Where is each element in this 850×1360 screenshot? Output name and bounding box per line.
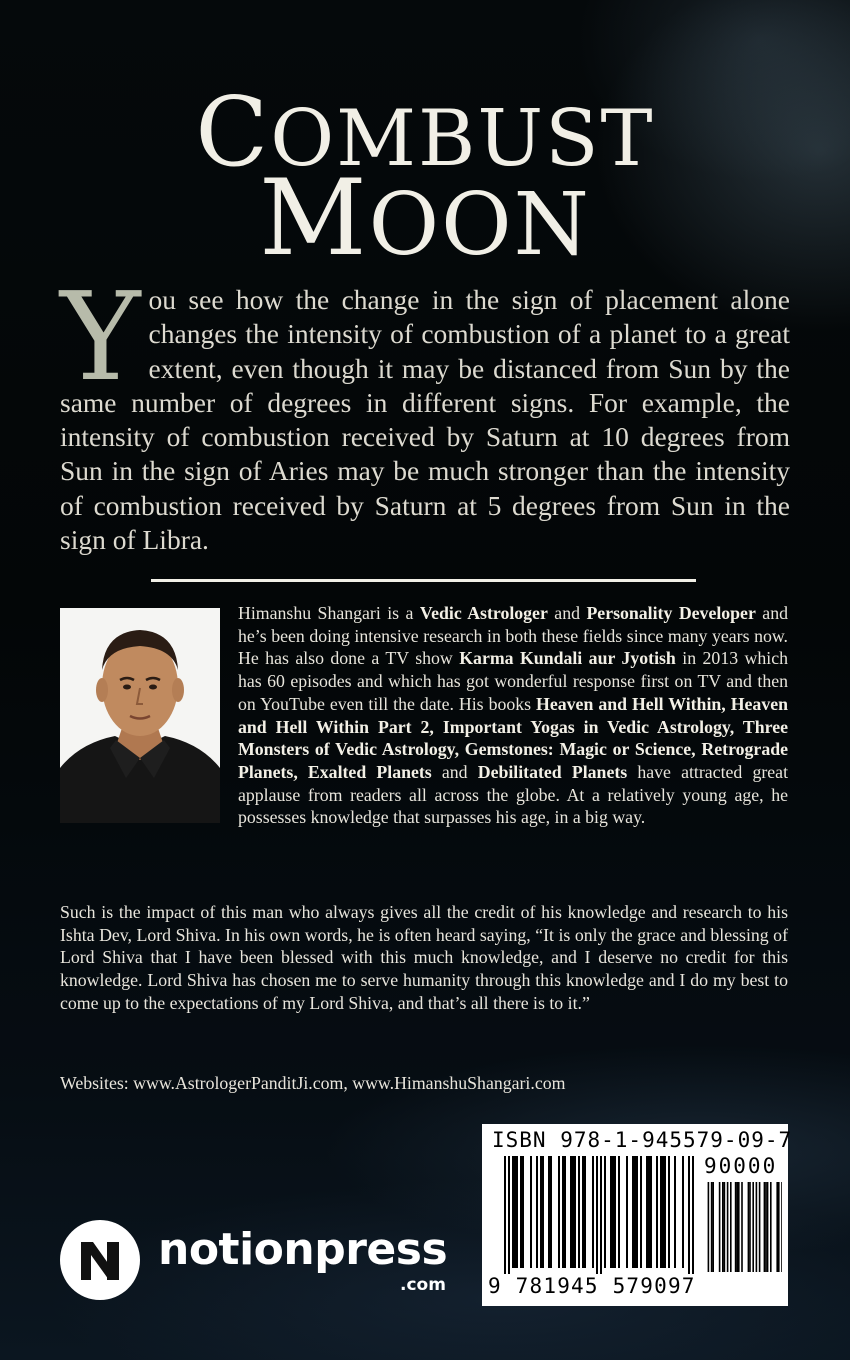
barcode-bar	[522, 1156, 524, 1268]
barcode-bar	[711, 1182, 713, 1272]
blurb-paragraph	[60, 266, 790, 557]
logo-circle	[60, 1220, 140, 1300]
bio-bold-text: Heaven and Hell Within, Heaven and Hell Within Part 2, Important Yogas in Vedic Astrology, Three Monsters of Vedic Astrology, Gemstones: Magic or Science, Retrograde Planets, Exalted Planets	[238, 693, 788, 782]
barcode-bar	[636, 1156, 638, 1268]
barcode-bar	[767, 1182, 769, 1272]
bio-bold-text: Vedic Astrologer	[419, 603, 548, 623]
price-code: 90000	[704, 1154, 778, 1178]
barcode-bar	[708, 1182, 710, 1272]
barcode-bar	[748, 1182, 750, 1272]
barcode-bar	[736, 1182, 738, 1272]
barcode-bar	[604, 1156, 606, 1268]
barcode-bar	[574, 1156, 576, 1268]
barcode-bar	[722, 1182, 724, 1272]
n-logo-icon	[60, 1220, 140, 1300]
bio-text: and	[431, 761, 478, 782]
author-portrait-image	[60, 608, 220, 823]
barcode-bar	[550, 1156, 552, 1268]
barcode-bar	[570, 1156, 572, 1268]
barcode-bar	[765, 1182, 767, 1272]
barcode-bar	[512, 1156, 514, 1268]
barcode-bar	[520, 1156, 522, 1268]
barcode-bar	[662, 1156, 664, 1268]
barcode-bar	[674, 1156, 676, 1268]
barcode-bar	[562, 1156, 564, 1268]
ean-digits: 9 781945 579097	[488, 1274, 696, 1298]
barcode-bar	[584, 1156, 586, 1268]
title-line2-first-letter: M	[259, 157, 369, 279]
barcode-bar	[664, 1156, 666, 1268]
barcode-bar	[781, 1182, 782, 1272]
book-title-line2	[0, 157, 850, 279]
barcode-bar	[514, 1156, 516, 1268]
ean13-barcode-bars	[504, 1156, 700, 1274]
barcode-bar	[719, 1182, 721, 1272]
blurb-text: ou see how the change in the sign of placement alone changes the intensity of combustion of a planet to a great extent, even though it may be distanced from Sun by the same number of degrees in different signs. For example, the intensity of combustion received by Saturn at 10 degrees from Sun in the sign of Aries may be much stronger than the intensity of combustion received by Saturn at 5 degrees from Sun in the sign of Libra.	[60, 284, 790, 556]
barcode-bar	[656, 1156, 658, 1268]
section-divider	[151, 579, 696, 582]
barcode-bar	[752, 1182, 754, 1272]
barcode-bar	[508, 1156, 510, 1274]
barcode-bar	[735, 1182, 737, 1272]
barcode-bar	[738, 1182, 740, 1272]
barcode-bar	[778, 1182, 780, 1272]
barcode-bar	[692, 1156, 694, 1274]
isbn-barcode	[482, 1124, 793, 1306]
barcode-bar	[650, 1156, 652, 1268]
barcode-bar	[572, 1156, 574, 1268]
barcode-bar	[612, 1156, 614, 1268]
publisher-name: notionpress	[158, 1224, 448, 1275]
author-bio-paragraph2: Such is the impact of this man who always gives all the credit of his knowledge and research to his Ishta Dev, Lord Shiva. In his own words, he is often heard saying, “It is only the grace and blessing of Lord Shiva that I have been blessed with this much knowledge, and I deserve no credit for this knowledge. Lord Shiva has chosen me to serve humanity through this knowledge and I do my best to come up to the expectations of my Lord Shiva, and that’s all there is to it.”	[60, 902, 788, 1013]
barcode-bar	[558, 1156, 560, 1268]
bio-text: Himanshu Shangari is a	[238, 603, 420, 623]
barcode-bar	[682, 1156, 684, 1268]
barcode-bar	[749, 1182, 751, 1272]
author-photo	[60, 608, 220, 823]
title-line1-rest: OMBUST	[270, 94, 655, 184]
barcode-bar	[610, 1156, 612, 1268]
bio-text: and	[547, 603, 587, 623]
barcode-bar	[730, 1182, 732, 1272]
title-line1-first-letter: C	[195, 78, 271, 188]
bio-bold-text: Karma Kundali aur Jyotish	[459, 648, 676, 669]
publisher-logo	[60, 1220, 460, 1300]
barcode-bar	[592, 1156, 594, 1268]
bio-bold-text: Debilitated Planets	[477, 761, 628, 782]
barcode-bar	[634, 1156, 636, 1268]
barcode-bar	[582, 1156, 584, 1268]
barcode-bar	[530, 1156, 532, 1268]
addon-barcode-bars	[706, 1182, 782, 1272]
author-websites: Websites: www.AstrologerPanditJi.com, www.HimanshuShangari.com	[60, 1073, 566, 1093]
publisher-domain-suffix: .com	[400, 1275, 446, 1295]
barcode-bar	[542, 1156, 544, 1268]
barcode-bar	[632, 1156, 634, 1268]
barcode-bar	[759, 1182, 761, 1272]
barcode-bar	[516, 1156, 518, 1268]
barcode-bar	[646, 1156, 648, 1268]
bio-text: in 2013 which has 60 episodes and which has got wonderful response first on TV and then on YouTube even till the date. His books	[238, 648, 788, 714]
bio-text: have attracted great applause from readers all across the globe. At a relatively young age, he possesses knowledge that surpasses his age, in a big way.	[238, 761, 789, 828]
bio-bold-text: Personality Developer	[586, 603, 756, 623]
barcode-bar	[770, 1182, 772, 1272]
barcode-bar	[724, 1182, 726, 1272]
barcode-bar	[618, 1156, 620, 1268]
barcode-bar	[660, 1156, 662, 1268]
barcode-bar	[764, 1182, 766, 1272]
barcode-bar	[578, 1156, 580, 1268]
barcode-bar	[776, 1182, 778, 1272]
isbn-label: ISBN 978-1-945579-09-7	[492, 1128, 793, 1152]
barcode-bar	[564, 1156, 566, 1268]
barcode-bar	[668, 1156, 670, 1268]
title-line2-rest: OON	[368, 175, 591, 275]
barcode-bar	[688, 1156, 690, 1274]
drop-cap: Y	[60, 266, 141, 408]
barcode-bar	[756, 1182, 758, 1272]
barcode-bar	[614, 1156, 616, 1268]
barcode-bar	[548, 1156, 550, 1268]
barcode-bar	[504, 1156, 506, 1274]
barcode-bar	[596, 1156, 598, 1274]
barcode-bar	[741, 1182, 743, 1272]
barcode-bar	[600, 1156, 602, 1274]
barcode-bar	[648, 1156, 650, 1268]
bio-text: and he’s been doing intensive research in both these fields since many years now. He has also done a TV show	[238, 603, 788, 669]
barcode-bar	[540, 1156, 542, 1268]
barcode-bar	[536, 1156, 538, 1268]
barcode-bar	[626, 1156, 628, 1268]
barcode-bar	[727, 1182, 729, 1272]
barcode-bar	[712, 1182, 714, 1272]
barcode-bar	[640, 1156, 642, 1268]
